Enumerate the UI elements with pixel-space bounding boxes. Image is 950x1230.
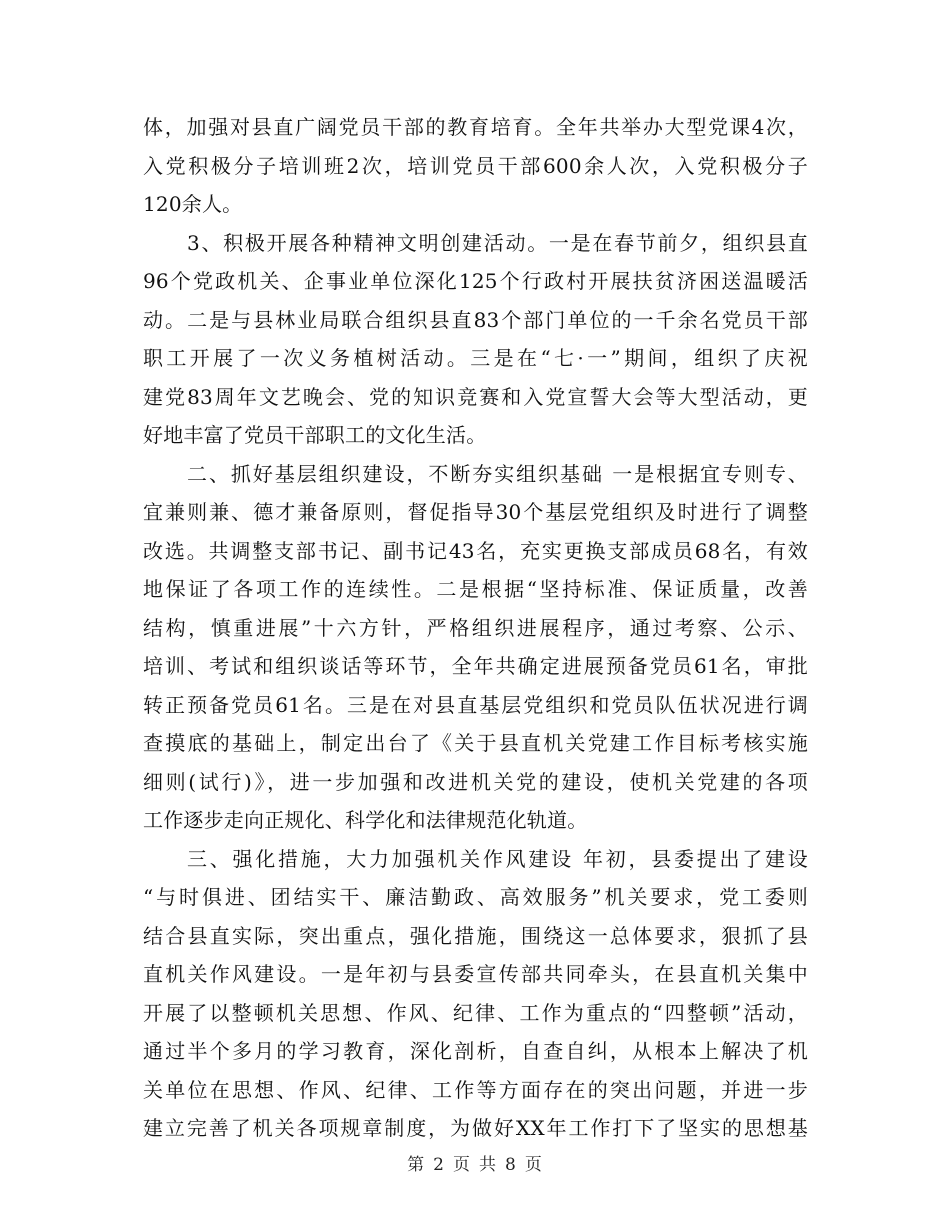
page-unit: 页 xyxy=(453,1155,471,1175)
text-line: 三、强化措施，大力加强机关作风建设 年初，县委提出了建设 xyxy=(187,846,808,871)
text-line: 结合县直实际，突出重点，强化措施，围绕这一总体要求，狠抓了县 xyxy=(143,923,808,948)
text-line: 3、积极开展各种精神文明创建活动。一是在春节前夕，组织县直 xyxy=(187,230,808,255)
text-line: 二、抓好基层组织建设，不断夯实组织基础 一是根据宜专则专、 xyxy=(187,461,808,486)
text-line: 建党83周年文艺晚会、党的知识竞赛和入党宣誓大会等大型活动，更 xyxy=(143,384,808,409)
text-line: 建立完善了机关各项规章制度，为做好XX年工作打下了坚实的思想基 xyxy=(143,1116,808,1140)
text-line: 结构，慎重进展”十六方针，严格组织进展程序，通过考察、公示、 xyxy=(143,615,808,640)
page-footer xyxy=(0,1150,950,1175)
total-prefix: 共 xyxy=(479,1155,497,1175)
text-line: 地保证了各项工作的连续性。二是根据“坚持标准、保证质量，改善 xyxy=(143,577,808,601)
text-line: 工作逐步走向正规化、科学化和法律规范化轨道。 xyxy=(143,808,588,832)
text-line: 细则(试行)》，进一步加强和改进机关党的建设，使机关党建的各项 xyxy=(143,769,808,794)
text-line: 培训、考试和组织谈话等环节，全年共确定进展预备党员61名，审批 xyxy=(143,654,808,678)
text-line: 直机关作风建设。一是年初与县委宣传部共同牵头，在县直机关集中 xyxy=(143,962,808,986)
text-line: 96个党政机关、企事业单位深化125个行政村开展扶贫济困送温暖活 xyxy=(143,269,808,293)
text-line: 通过半个多月的学习教育，深化剖析，自查自纠，从根本上解决了机 xyxy=(143,1039,808,1063)
text-line: 宜兼则兼、德才兼备原则，督促指导30个基层党组织及时进行了调整 xyxy=(143,500,808,524)
total-unit: 页 xyxy=(524,1155,543,1175)
text-line: 入党积极分子培训班2次，培训党员干部600余人次，入党积极分子 xyxy=(143,153,808,178)
text-line: 体，加强对县直广阔党员干部的教育培育。全年共举办大型党课4次， xyxy=(143,115,808,139)
text-line: 开展了以整顿机关思想、作风、纪律、工作为重点的“四整顿”活动， xyxy=(143,1000,808,1025)
text-line: “与时俱进、团结实干、廉洁勤政、高效服务”机关要求，党工委则 xyxy=(143,885,808,909)
document-body xyxy=(143,108,808,1148)
total-pages-number: 8 xyxy=(505,1155,517,1175)
text-line: 关单位在思想、作风、纪律、工作等方面存在的突出问题，并进一步 xyxy=(143,1077,808,1102)
page-label-prefix: 第 xyxy=(407,1155,426,1175)
text-line: 查摸底的基础上，制定出台了《关于县直机关党建工作目标考核实施 xyxy=(143,731,808,755)
text-line: 120余人。 xyxy=(143,192,243,216)
text-line: 转正预备党员61名。三是在对县直基层党组织和党员队伍状况进行调 xyxy=(143,692,808,717)
text-line: 职工开展了一次义务植树活动。三是在“七·一”期间，组织了庆祝 xyxy=(143,346,808,370)
text-line: 动。二是与县林业局联合组织县直83个部门单位的一千余名党员干部 xyxy=(143,307,808,332)
text-line: 好地丰富了党员干部职工的文化生活。 xyxy=(143,423,487,447)
current-page-number: 2 xyxy=(433,1155,445,1175)
text-line: 改选。共调整支部书记、副书记43名，充实更换支部成员68名，有效 xyxy=(143,538,808,563)
